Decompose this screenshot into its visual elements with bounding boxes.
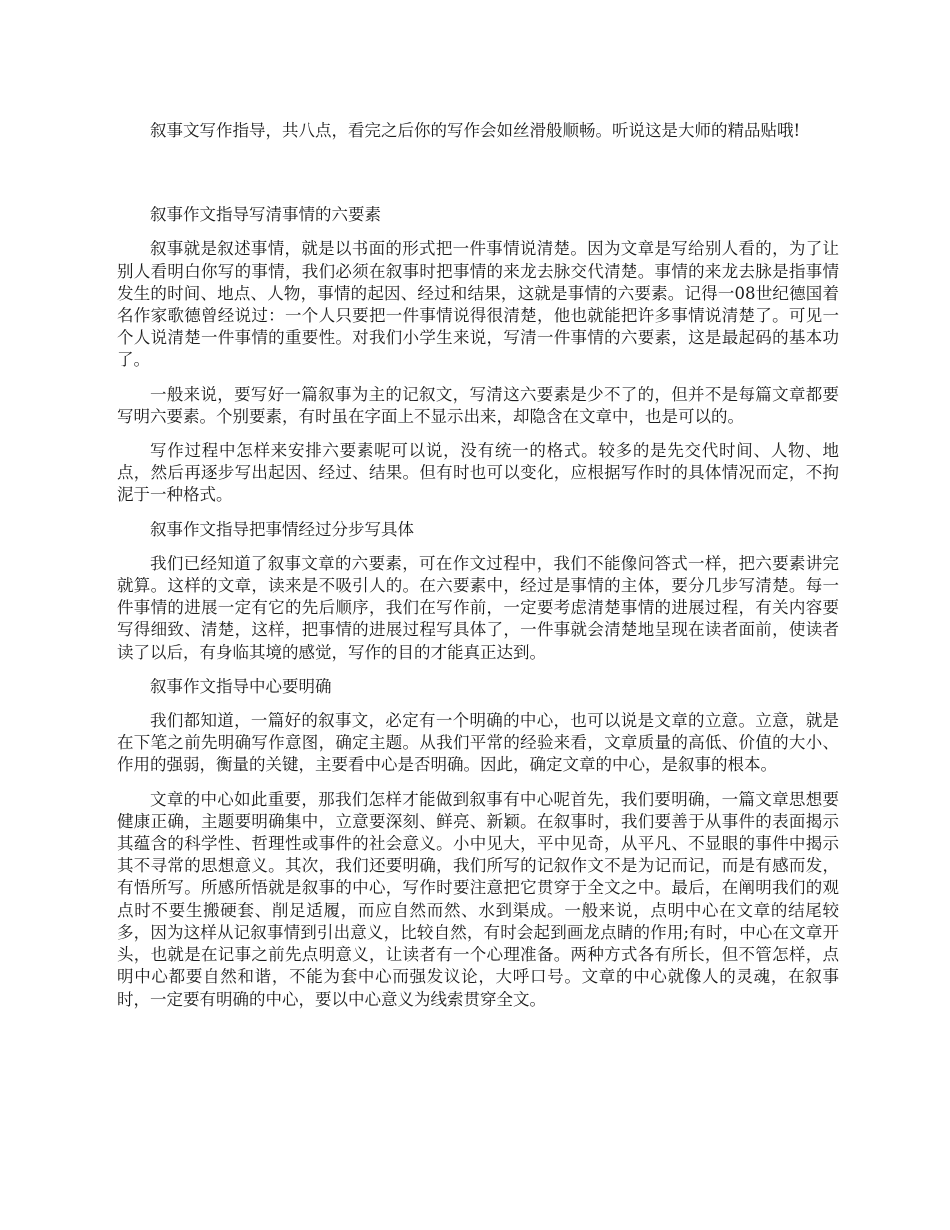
document-body bbox=[117, 120, 839, 1023]
body-paragraph: 写作过程中怎样来安排六要素呢可以说，没有统一的格式。较多的是先交代时间、人物、地点，然后再逐步写出起因、经过、结果。但有时也可以变化，应根据写作时的具体情况而定，不拘泥于一种格式。 bbox=[117, 441, 839, 505]
body-paragraph: 叙事就是叙述事情，就是以书面的形式把一件事情说清楚。因为文章是写给别人看的，为了让别人看明白你写的事情，我们必须在叙事时把事情的来龙去脉交代清楚。事情的来龙去脉是指事情发生的时间、地点、人物，事情的起因、经过和结果，这就是事情的六要素。记得一08世纪德国着名作家歌德曾经说过：一个人只要把一件事情说得很清楚，他也就能把许多事情说清楚了。可见一个人说清楚一件事情的重要性。对我们小学生来说，写清一件事情的六要素，这是最起码的基本功了。 bbox=[117, 239, 839, 370]
body-paragraph: 我们都知道，一篇好的叙事文，必定有一个明确的中心，也可以说是文章的立意。立意，就是在下笔之前先明确写作意图，确定主题。从我们平常的经验来看，文章质量的高低、价值的大小、作用的强弱，衡量的关键，主要看中心是否明确。因此，确定文章的中心，是叙事的根本。 bbox=[117, 711, 839, 775]
body-paragraph: 我们已经知道了叙事文章的六要素，可在作文过程中，我们不能像问答式一样，把六要素讲完就算。这样的文章，读来是不吸引人的。在六要素中，经过是事情的主体，要分几步写清楚。每一件事情的进展一定有它的先后顺序，我们在写作前，一定要考虑清楚事情的进展过程，有关内容要写得细致、清楚，这样，把事情的进展过程写具体了，一件事就会清楚地呈现在读者面前，使读者读了以后，有身临其境的感觉，写作的目的才能真正达到。 bbox=[117, 553, 839, 662]
section-heading-six-elements: 叙事作文指导写清事情的六要素 bbox=[150, 205, 381, 225]
intro-paragraph: 叙事文写作指导，共八点，看完之后你的写作会如丝滑般顺畅。听说这是大师的精品贴哦! bbox=[150, 121, 801, 140]
section-heading-process-steps: 叙事作文指导把事情经过分步写具体 bbox=[150, 519, 414, 539]
body-paragraph: 一般来说，要写好一篇叙事为主的记叙文，写清这六要素是少不了的，但并不是每篇文章都要写明六要素。个别要素，有时虽在字面上不显示出来，却隐含在文章中，也是可以的。 bbox=[117, 384, 839, 426]
body-paragraph: 文章的中心如此重要，那我们怎样才能做到叙事有中心呢首先，我们要明确，一篇文章思想要健康正确，主题要明确集中，立意要深刻、鲜亮、新颖。在叙事时，我们要善于从事件的表面揭示其蕴含的科学性、哲理性或事件的社会意义。小中见大，平中见奇，从平凡、不显眼的事件中揭示其不寻常的思想意义。其次，我们还要明确，我们所写的记叙作文不是为记而记，而是有感而发，有悟所写。所感所悟就是叙事的中心，写作时要注意把它贯穿于全文之中。最后，在阐明我们的观点时不要生搬硬套、削足适履，而应自然而然、水到渠成。一般来说，点明中心在文章的结尾较多，因为这样从记叙事情到引出意义，比较自然，有时会起到画龙点睛的作用;有时，中心在文章开头，也就是在记事之前先点明意义，让读者有一个心理准备。两种方式各有所长，但不管怎样，点明中心都要自然和谐，不能为套中心而强发议论，大呼口号。文章的中心就像人的灵魂，在叙事时，一定要有明确的中心，要以中心意义为线索贯穿全文。 bbox=[117, 789, 839, 1009]
section-heading-clear-center: 叙事作文指导中心要明确 bbox=[150, 676, 332, 696]
